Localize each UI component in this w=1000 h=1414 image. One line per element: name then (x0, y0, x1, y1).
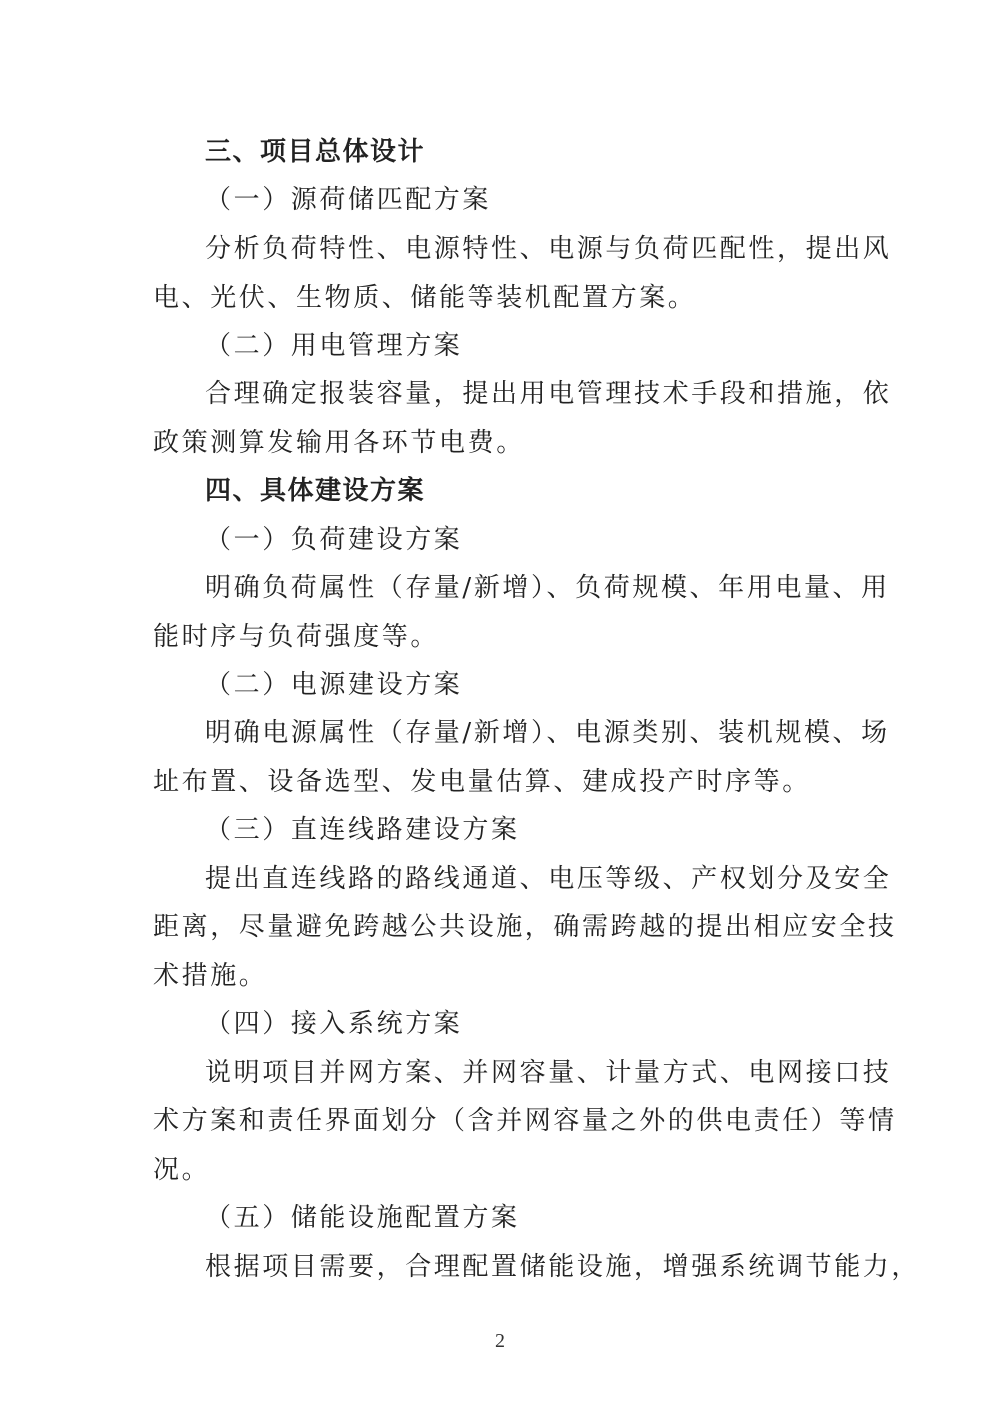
subsection-heading: （一）负荷建设方案 (205, 525, 463, 555)
paragraph-line: 说明项目并网方案、并网容量、计量方式、电网接口技 (205, 1058, 892, 1088)
subsection-heading: （二）用电管理方案 (205, 331, 463, 361)
paragraph-line: 况。 (153, 1155, 211, 1185)
paragraph-line: 距离，尽量避免跨越公共设施，确需跨越的提出相应安全技 (153, 912, 897, 942)
subsection-heading: （五）储能设施配置方案 (205, 1203, 520, 1233)
paragraph-line: 术方案和责任界面划分（含并网容量之外的供电责任）等情 (153, 1106, 897, 1136)
paragraph-line: 址布置、设备选型、发电量估算、建成投产时序等。 (153, 767, 811, 797)
subsection-heading: （二）电源建设方案 (205, 670, 463, 700)
paragraph-line: 电、光伏、生物质、储能等装机配置方案。 (153, 283, 697, 313)
paragraph-line: 术措施。 (153, 961, 268, 991)
subsection-heading: （三）直连线路建设方案 (205, 815, 520, 845)
page-number: 2 (495, 1330, 505, 1352)
paragraph-line: 能时序与负荷强度等。 (153, 622, 440, 652)
paragraph-line: 提出直连线路的路线通道、电压等级、产权划分及安全 (205, 864, 892, 894)
section-heading-3: 三、项目总体设计 (205, 137, 426, 167)
paragraph-line: 明确电源属性（存量/新增）、电源类别、装机规模、场 (205, 718, 890, 748)
paragraph-line: 合理确定报装容量，提出用电管理技术手段和措施，依 (205, 379, 892, 409)
paragraph-line: 分析负荷特性、电源特性、电源与负荷匹配性，提出风 (205, 234, 892, 264)
paragraph-line: 明确负荷属性（存量/新增）、负荷规模、年用电量、用 (205, 573, 890, 603)
subsection-heading: （一）源荷储匹配方案 (205, 185, 492, 215)
subsection-heading: （四）接入系统方案 (205, 1009, 463, 1039)
paragraph-line: 根据项目需要，合理配置储能设施，增强系统调节能力， (205, 1252, 921, 1282)
section-heading-4: 四、具体建设方案 (205, 476, 426, 506)
paragraph-line: 政策测算发输用各环节电费。 (153, 428, 525, 458)
